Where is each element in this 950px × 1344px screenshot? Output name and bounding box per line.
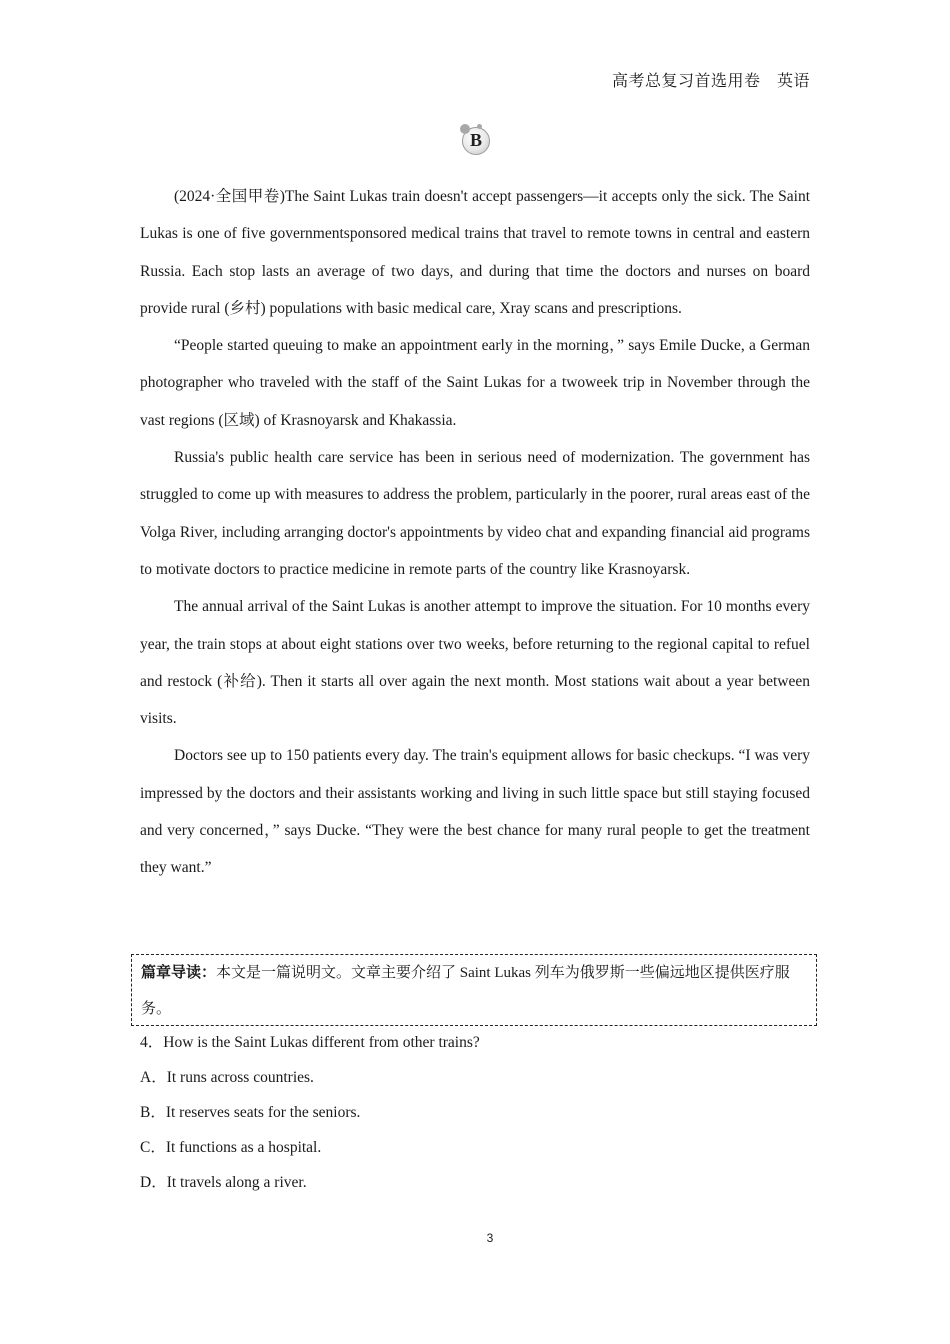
option-c: C．It functions as a hospital. — [140, 1139, 322, 1156]
option-a: A．It runs across countries. — [140, 1069, 314, 1086]
page-number: 3 — [486, 1231, 494, 1245]
passage-paragraph-2: “People started queuing to make an appointment early in the morning，” says Emile Ducke, a German photographer who traveled with the staff of the Saint Lukas for a twoweek trip in November through the vast regions (区域) of Krasnoyarsk and Khakassia. — [140, 337, 810, 429]
chapter-guide-label: 篇章导读： — [141, 965, 217, 981]
section-letter: B — [469, 130, 482, 150]
question-stem: 4．How is the Saint Lukas different from other trains? — [140, 1034, 480, 1051]
chapter-guide-text: 本文是一篇说明文。文章主要介绍了 Saint Lukas 列车为俄罗斯一些偏远地区提供医疗服务。 — [141, 965, 790, 1017]
passage-paragraph-5: Doctors see up to 150 patients every day. The train's equipment allows for basic checkups. “I was very impressed by the doctors and their assistants working and living in such little space but still staying focused and very concerned，” says Ducke. “They were the best chance for many rural people to get the treatment they want.” — [140, 747, 810, 877]
option-d: D．It travels along a river. — [140, 1174, 307, 1191]
question-block — [140, 1025, 810, 1200]
passage-paragraph-1: (2024·全国甲卷)The Saint Lukas train doesn't accept passengers—it accepts only the sick. The Saint Lukas is one of five governmentsponsored medical trains that travel to remote towns in central and eastern Russia. Each stop lasts an average of two days, and during that time the doctors and nurses on board provide rural (乡村) populations with basic medical care, Xray scans and prescriptions. — [140, 188, 810, 317]
option-b: B．It reserves seats for the seniors. — [140, 1104, 361, 1121]
page-header: 高考总复习首选用卷 英语 — [611, 73, 810, 90]
passage-paragraph-4: The annual arrival of the Saint Lukas is another attempt to improve the situation. For 10 months every year, the train stops at about eight stations over two weeks, before returning to the regional capital to refuel and restock (补给). Then it starts all over again the next month. Most stations wait about a year between visits. — [140, 598, 810, 728]
section-badge — [460, 124, 492, 156]
reading-passage — [140, 178, 810, 887]
passage-paragraph-3: Russia's public health care service has been in serious need of modernization. The government has struggled to come up with measures to address the problem, particularly in the poorer, rural areas east of the Volga River, including arranging doctor's appointments by video chat and expanding financial aid programs to motivate doctors to practice medicine in remote parts of the country like Krasnoyarsk. — [140, 449, 810, 578]
badge-small-dot-icon — [477, 124, 482, 129]
chapter-guide-box — [131, 954, 817, 1026]
